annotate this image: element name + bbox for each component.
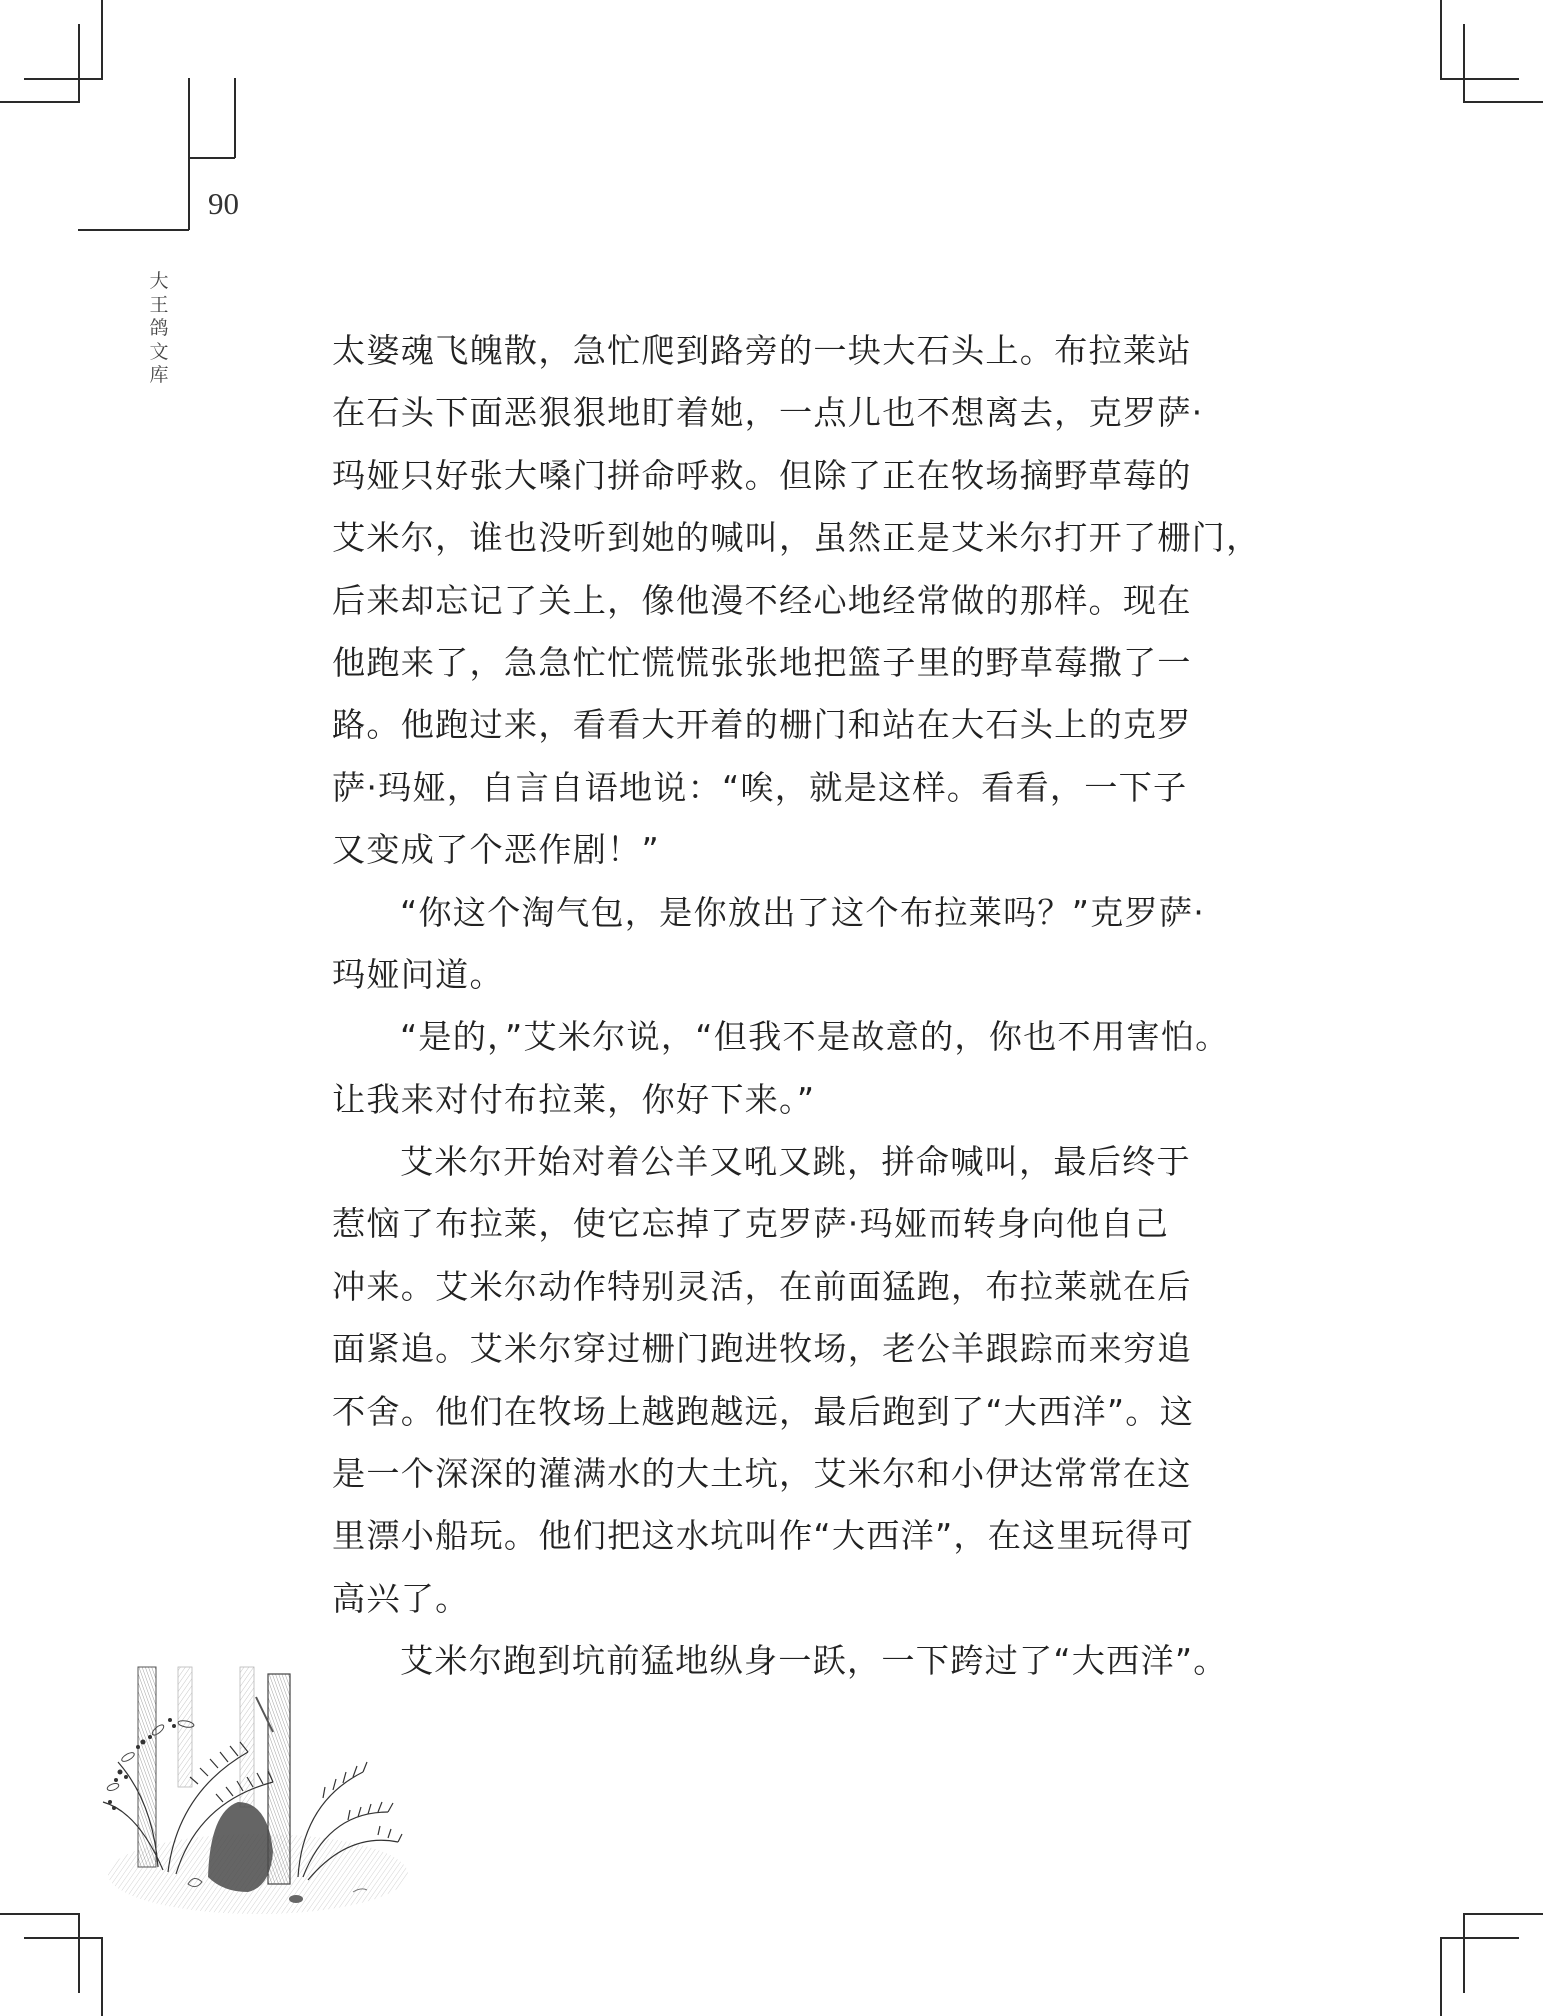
- body-text: [332, 320, 1261, 1693]
- crop-mark-top-right-v2: [1463, 24, 1465, 103]
- text-line: 冲来。艾米尔动作特别灵活，在前面猛跑，布拉莱就在后: [332, 1266, 1192, 1306]
- text-line: 路。他跑过来，看看大开着的栅门和站在大石头上的克罗: [332, 705, 1192, 745]
- crop-mark-top-right-h1: [1440, 78, 1519, 80]
- crop-mark-bottom-left-h1: [24, 1937, 103, 1939]
- crop-mark-top-left-v2: [78, 24, 80, 103]
- text-line-paragraph-start: 艾米尔跑到坑前猛地纵身一跃，一下跨过了“大西洋”。: [400, 1641, 1228, 1681]
- crop-mark-top-left-h1: [24, 78, 103, 80]
- text-line: 在石头下面恶狠狠地盯着她，一点儿也不想离去，克罗萨·: [332, 393, 1204, 433]
- text-line: 后来却忘记了关上，像他漫不经心地经常做的那样。现在: [332, 580, 1192, 620]
- page-frame-horizontal-short: [188, 157, 235, 159]
- text-line: 不舍。他们在牧场上越跑越远，最后跑到了“大西洋”。这: [332, 1391, 1195, 1431]
- text-line: 面紧追。艾米尔穿过栅门跑进牧场，老公羊跟踪而来穷追: [332, 1329, 1192, 1369]
- text-line-paragraph-start: “是的，”艾米尔说，“但我不是故意的，你也不用害怕。: [400, 1017, 1230, 1057]
- text-line-paragraph-start: “你这个淘气包，是你放出了这个布拉莱吗？”克罗萨·: [400, 892, 1206, 932]
- page-number: 90: [208, 186, 239, 221]
- text-line: 艾米尔，谁也没听到她的喊叫，虽然正是艾米尔打开了栅门，: [332, 518, 1261, 558]
- page-frame-horizontal-bottom: [78, 229, 189, 231]
- series-label: 大王鸽文库: [149, 270, 169, 386]
- text-line-paragraph-start: 艾米尔开始对着公羊又吼又跳，拼命喊叫，最后终于: [400, 1142, 1191, 1182]
- text-line: 太婆魂飞魄散，急忙爬到路旁的一块大石头上。布拉莱站: [332, 331, 1192, 370]
- text-line: 里漂小船玩。他们把这水坑叫作“大西洋”，在这里玩得可: [332, 1516, 1195, 1556]
- crop-mark-bottom-right-h2: [1463, 1913, 1543, 1915]
- text-line: 高兴了。: [332, 1578, 470, 1618]
- crop-mark-top-right-v1: [1440, 0, 1442, 79]
- text-line: 是一个深深的灌满水的大土坑，艾米尔和小伊达常常在这: [332, 1454, 1192, 1494]
- text-line: 玛娅问道。: [332, 954, 504, 994]
- text-line: 惹恼了布拉莱，使它忘掉了克罗萨·玛娅而转身向他自己: [332, 1204, 1170, 1244]
- crop-mark-top-left-h2: [0, 101, 80, 103]
- text-line: 他跑来了，急急忙忙慌慌张张地把篮子里的野草莓撒了一: [332, 642, 1192, 682]
- page-frame-vertical-long: [188, 78, 190, 230]
- crop-mark-bottom-left-h2: [0, 1913, 80, 1915]
- crop-mark-top-right-h2: [1463, 101, 1543, 103]
- crop-mark-bottom-left-v1: [101, 1937, 103, 2016]
- crop-mark-top-left-v1: [101, 0, 103, 79]
- page-frame-vertical-short: [234, 78, 236, 158]
- text-line: 萨·玛娅，自言自语地说：“唉，就是这样。看看，一下子: [332, 767, 1188, 807]
- crop-mark-bottom-right-h1: [1440, 1937, 1519, 1939]
- text-line: 让我来对付布拉莱，你好下来。”: [332, 1079, 816, 1119]
- crop-mark-bottom-left-v2: [78, 1913, 80, 1993]
- crop-mark-bottom-right-v2: [1463, 1913, 1465, 1993]
- crop-mark-bottom-right-v1: [1440, 1937, 1442, 2016]
- text-line: 又变成了个恶作剧！”: [332, 830, 660, 870]
- text-line: 玛娅只好张大嗓门拼命呼救。但除了正在牧场摘野草莓的: [332, 455, 1192, 495]
- forest-burrow-illustration-icon: [98, 1652, 410, 1924]
